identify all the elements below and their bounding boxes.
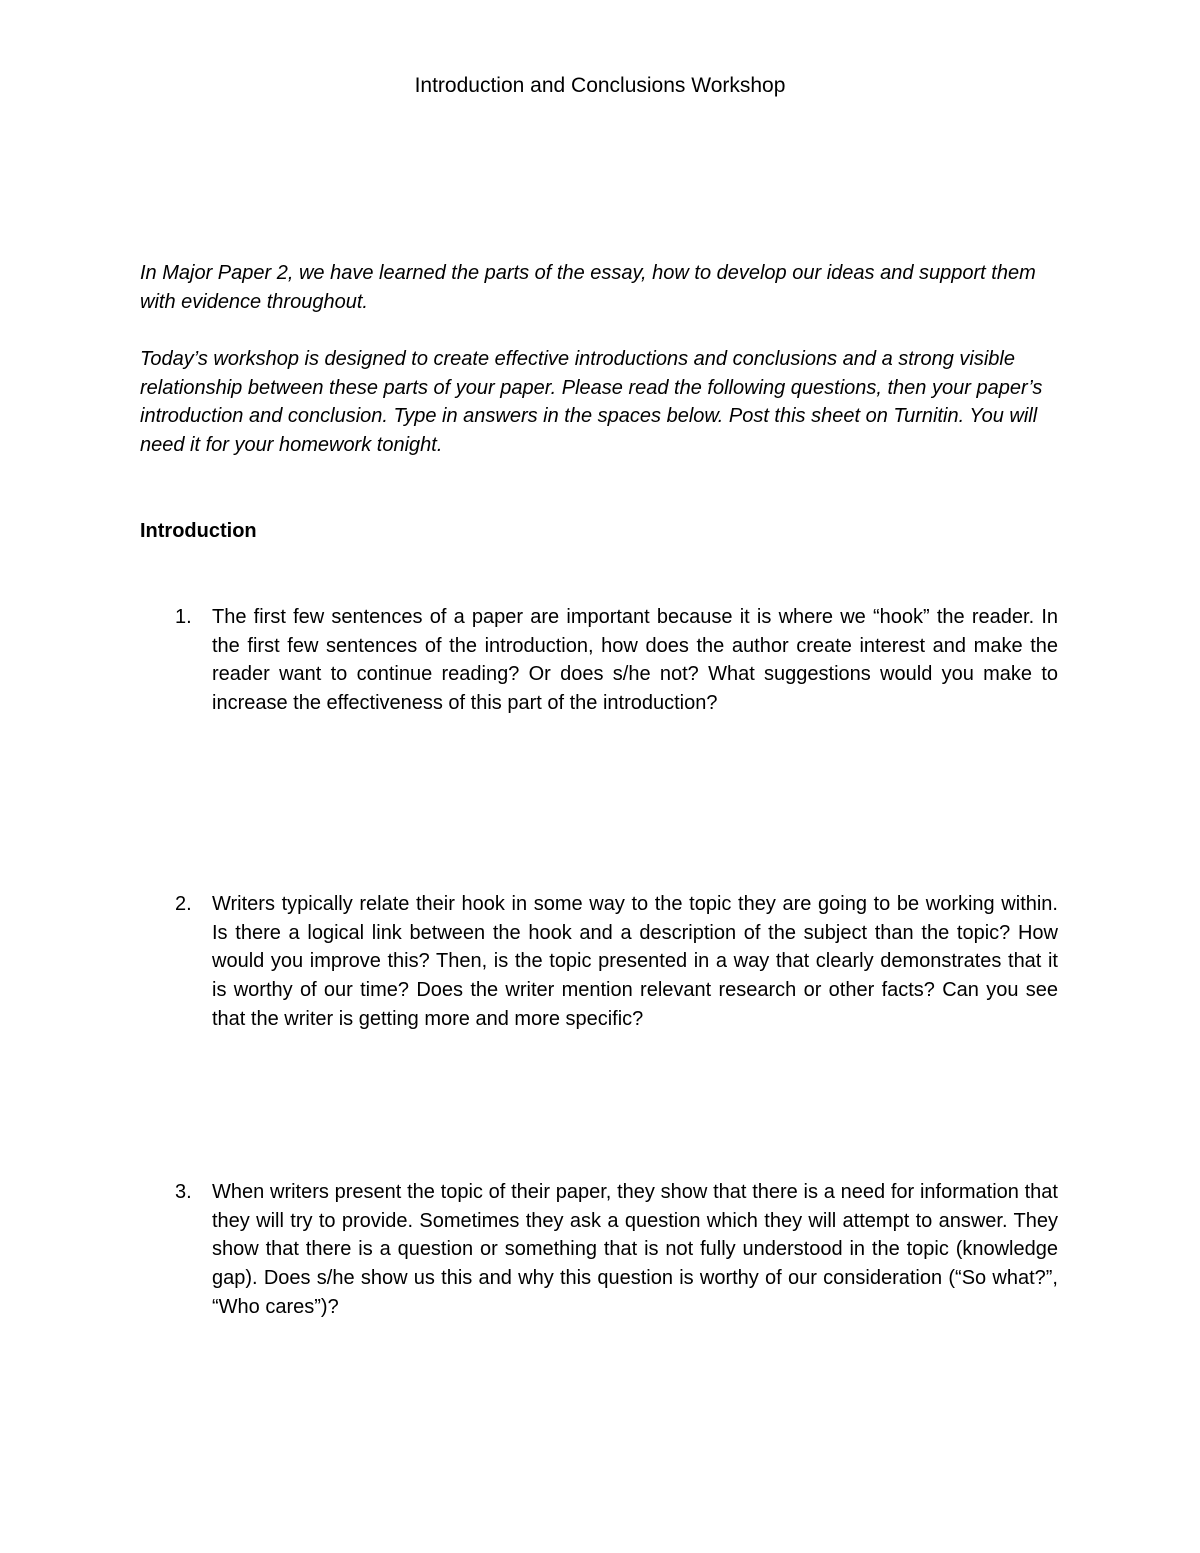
question-number: 3. — [175, 1181, 192, 1203]
intro-paragraph-1: In Major Paper 2, we have learned the parts of the essay, how to develop our ideas and support them with evidence throughout. — [140, 262, 1036, 313]
question-number: 2. — [175, 893, 192, 915]
question-item-1 — [140, 603, 1058, 718]
section-heading-introduction: Introduction — [140, 520, 257, 542]
question-text: Writers typically relate their hook in some way to the topic they are going to be working within. Is there a logical link between the hook and a description of the subject than the topic? How would you improve this? Then, is the topic presented in a way that clearly demonstrates that it is worthy of our time? Does the writer mention relevant research or other facts? Can you see that the writer is getting more and more specific? — [212, 893, 1058, 1030]
intro-paragraph-2: Today’s workshop is designed to create effective introductions and conclusions and a strong visible relationship between these parts of your paper. Please read the following questions, then your paper’s introduction and conclusion. Type in answers in the spaces below. Post this sheet on Turnitin. You will need it for your homework tonight. — [140, 348, 1043, 456]
question-text: When writers present the topic of their paper, they show that there is a need for information that they will try to provide. Sometimes they ask a question which they will attempt to answer. They show that there is a question or something that is not fully understood in the topic (knowledge gap). Does s/he show us this and why this question is worthy of our consideration (“So what?”, “Who cares”)? — [212, 1181, 1058, 1318]
document-title: Introduction and Conclusions Workshop — [414, 74, 786, 97]
question-item-2 — [140, 890, 1058, 1034]
question-text: The first few sentences of a paper are important because it is where we “hook” the reader. In the first few sentences of the introduction, how does the author create interest and make the reader want to continue reading? Or does s/he not? What suggestions would you make to increase the effectiveness of this part of the introduction? — [212, 606, 1058, 715]
question-item-3 — [140, 1178, 1058, 1322]
question-number: 1. — [175, 606, 192, 628]
